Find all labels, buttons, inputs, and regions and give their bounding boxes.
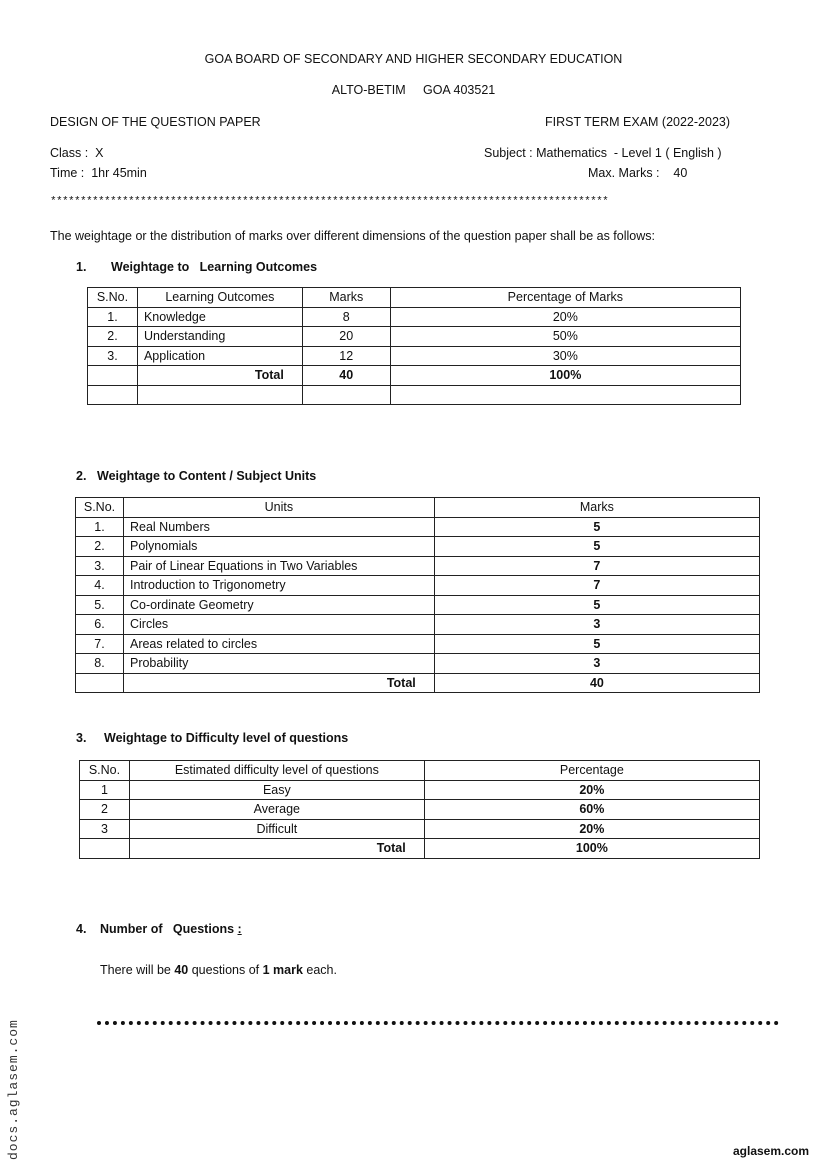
cell: Polynomials [123, 537, 434, 557]
cell: 3 [80, 819, 130, 839]
cell: 20% [424, 780, 759, 800]
cell: Pair of Linear Equations in Two Variables [123, 556, 434, 576]
cell: 30% [390, 346, 740, 366]
questions-statement [100, 963, 337, 977]
cell: 3. [76, 556, 124, 576]
cell: 1. [76, 517, 124, 537]
cell: 5 [434, 634, 759, 654]
cell: 8 [302, 307, 390, 327]
cell: 60% [424, 800, 759, 820]
table-row [88, 327, 741, 347]
empty-row [88, 385, 741, 405]
total-row [76, 673, 760, 693]
header-cell: S.No. [80, 761, 130, 781]
cell: Understanding [137, 327, 302, 347]
table-row [88, 307, 741, 327]
total-label: Total [123, 673, 434, 693]
header-cell: Marks [302, 288, 390, 308]
cell: Introduction to Trigonometry [123, 576, 434, 596]
statement-post: each. [302, 963, 337, 977]
section2-number: 2. [76, 469, 87, 483]
cell: 2. [88, 327, 138, 347]
total-row [88, 366, 741, 386]
header-cell: Marks [434, 498, 759, 518]
section2-title: Weightage to Content / Subject Units [97, 469, 317, 483]
table-row [80, 800, 760, 820]
cell: 20% [424, 819, 759, 839]
difficulty-table [79, 760, 760, 859]
cell: 7 [434, 576, 759, 596]
header-cell: Percentage of Marks [390, 288, 740, 308]
cell: Real Numbers [123, 517, 434, 537]
question-count: 40 [174, 963, 189, 977]
side-watermark: docs.aglasem.com [6, 1019, 21, 1160]
table-row [76, 654, 760, 674]
cell [137, 385, 302, 405]
cell [76, 673, 124, 693]
dotted-divider [97, 1021, 779, 1025]
cell: Easy [129, 780, 424, 800]
table-row [76, 517, 760, 537]
section1-number: 1. [76, 260, 87, 274]
table-row [76, 615, 760, 635]
time-label: Time : 1hr 45min [50, 166, 147, 180]
section4-title-text: Number of Questions [100, 922, 235, 936]
cell: 4. [76, 576, 124, 596]
section3-title: Weightage to Difficulty level of questions [104, 731, 349, 745]
cell: 7. [76, 634, 124, 654]
cell [88, 366, 138, 386]
cell: 8. [76, 654, 124, 674]
table-row [76, 556, 760, 576]
header-cell: Learning Outcomes [137, 288, 302, 308]
cell: 3 [434, 654, 759, 674]
section4-colon: : [237, 922, 242, 936]
table-header-row [76, 498, 760, 518]
total-percentage: 100% [424, 839, 759, 859]
section4-number: 4. [76, 922, 87, 936]
subject-label: Subject : Mathematics - Level 1 ( English ) [484, 146, 722, 160]
cell [390, 385, 740, 405]
header-cell: Units [123, 498, 434, 518]
cell: 50% [390, 327, 740, 347]
cell: 5. [76, 595, 124, 615]
cell: 3. [88, 346, 138, 366]
total-label: Total [137, 366, 302, 386]
table-row [76, 576, 760, 596]
design-title: DESIGN OF THE QUESTION PAPER [50, 115, 261, 129]
cell [80, 839, 130, 859]
total-label: Total [129, 839, 424, 859]
section1-title: Weightage to Learning Outcomes [111, 260, 318, 274]
table-row [80, 819, 760, 839]
cell: 6. [76, 615, 124, 635]
cell: 12 [302, 346, 390, 366]
statement-mid: questions of [188, 963, 263, 977]
table-row [76, 595, 760, 615]
board-address: ALTO-BETIM GOA 403521 [331, 83, 496, 97]
cell: 7 [434, 556, 759, 576]
cell: 2 [80, 800, 130, 820]
cell [302, 385, 390, 405]
cell: 2. [76, 537, 124, 557]
section3-number: 3. [76, 731, 87, 745]
max-marks-label: Max. Marks : 40 [588, 166, 688, 180]
total-marks: 40 [434, 673, 759, 693]
table-header-row [88, 288, 741, 308]
cell [88, 385, 138, 405]
header-cell: Percentage [424, 761, 759, 781]
learning-outcomes-table [87, 287, 741, 405]
table-row [76, 537, 760, 557]
marks-each: 1 mark [262, 963, 303, 977]
cell: Average [129, 800, 424, 820]
table-row [88, 346, 741, 366]
cell: 1. [88, 307, 138, 327]
star-separator: ********************************************************************************************* [50, 196, 609, 208]
cell: 5 [434, 537, 759, 557]
board-name: GOA BOARD OF SECONDARY AND HIGHER SECONDARY EDUCATION [204, 52, 623, 66]
cell: Circles [123, 615, 434, 635]
table-row [80, 780, 760, 800]
cell: 1 [80, 780, 130, 800]
cell: Probability [123, 654, 434, 674]
footer-brand: aglasem.com [733, 1144, 810, 1158]
header-cell: S.No. [76, 498, 124, 518]
subject-units-table [75, 497, 760, 693]
intro-text: The weightage or the distribution of marks over different dimensions of the question paper shall be as follows: [50, 229, 655, 243]
cell: 20 [302, 327, 390, 347]
cell: 5 [434, 517, 759, 537]
cell: 20% [390, 307, 740, 327]
header-cell: S.No. [88, 288, 138, 308]
cell: Difficult [129, 819, 424, 839]
exam-title: FIRST TERM EXAM (2022-2023) [545, 115, 731, 129]
table-row [76, 634, 760, 654]
cell: 5 [434, 595, 759, 615]
table-header-row [80, 761, 760, 781]
cell: Knowledge [137, 307, 302, 327]
header-cell: Estimated difficulty level of questions [129, 761, 424, 781]
cell: Co-ordinate Geometry [123, 595, 434, 615]
section4-title [100, 922, 242, 936]
statement-pre: There will be [100, 963, 175, 977]
total-row [80, 839, 760, 859]
class-label: Class : X [50, 146, 104, 160]
cell: Areas related to circles [123, 634, 434, 654]
total-marks: 40 [302, 366, 390, 386]
cell: Application [137, 346, 302, 366]
total-percentage: 100% [390, 366, 740, 386]
cell: 3 [434, 615, 759, 635]
